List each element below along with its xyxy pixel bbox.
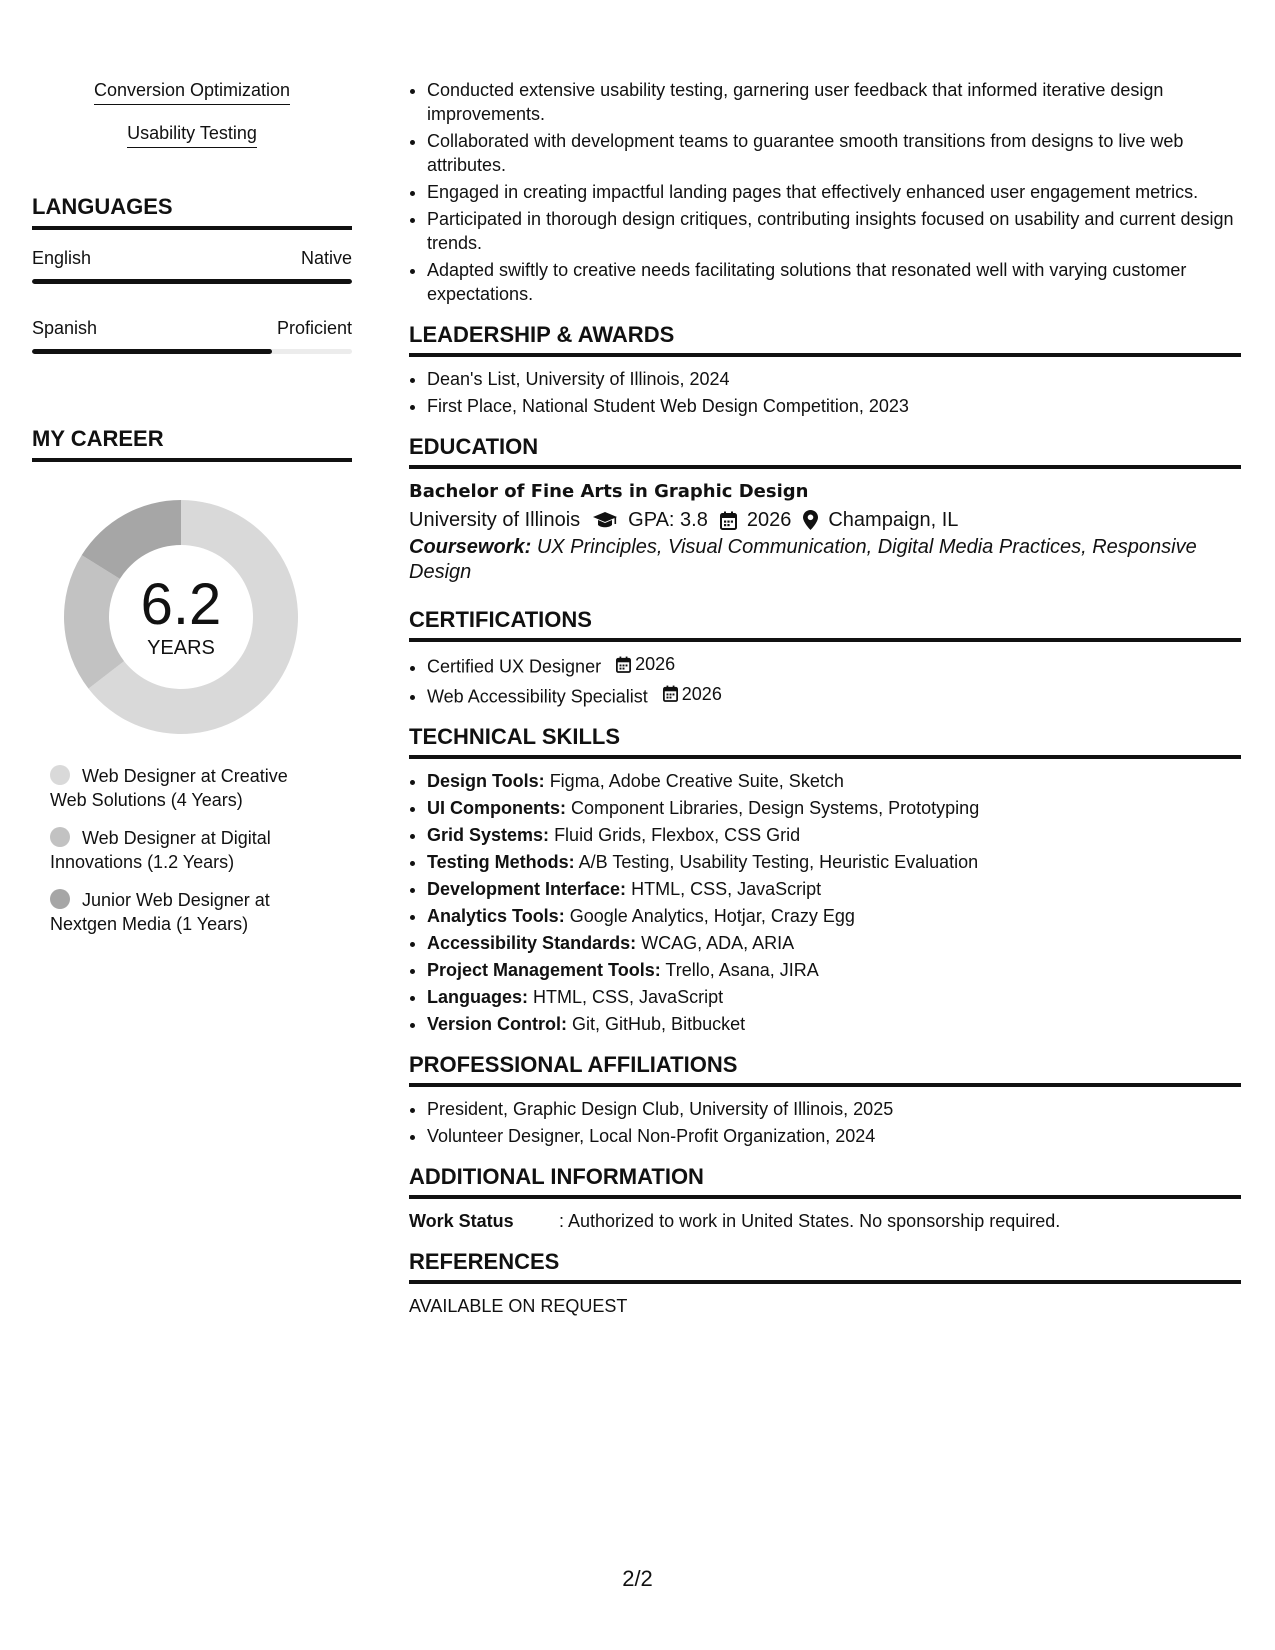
left-column	[32, 80, 352, 950]
list-item: • Adapted swiftly to creative needs facilitating solutions that resonated well with varying customer expectations.	[427, 258, 1241, 306]
skill-label: UI Components:	[427, 798, 566, 818]
skill-label: Languages:	[427, 987, 529, 1007]
skill-item	[427, 877, 1241, 901]
references-text: AVAILABLE ON REQUEST	[409, 1296, 628, 1316]
language-item	[32, 318, 352, 354]
legend-label: Web Designer at Digital Innovations (1.2 Years)	[50, 828, 271, 872]
skill-label: Accessibility Standards:	[427, 933, 637, 953]
legend-dot	[50, 765, 70, 785]
experience-bullets	[409, 78, 1241, 306]
skill-item	[427, 796, 1241, 820]
education-heading: EDUCATION	[409, 434, 1241, 469]
skill-label: Version Control:	[427, 1014, 568, 1034]
language-item	[32, 248, 352, 284]
skill-item	[427, 904, 1241, 928]
language-name: English	[32, 248, 92, 268]
certification-year: 2026	[635, 654, 676, 674]
additional-info-heading: ADDITIONAL INFORMATION	[409, 1164, 1241, 1199]
skill-value: HTML, CSS, JavaScript	[631, 879, 822, 899]
languages-heading: LANGUAGES	[32, 194, 352, 230]
skill-value: Trello, Asana, JIRA	[665, 960, 819, 980]
list-item: • President, Graphic Design Club, University of Illinois, 2025	[427, 1097, 1241, 1121]
work-status-label: Work Status	[409, 1211, 514, 1231]
calendar-icon	[616, 656, 631, 673]
legend-dot	[50, 889, 70, 909]
skill-item	[427, 1012, 1241, 1036]
language-list	[32, 248, 352, 354]
language-proficiency-bar	[32, 349, 352, 354]
skill-value: HTML, CSS, JavaScript	[533, 987, 724, 1007]
legend-item	[50, 764, 310, 812]
work-status-row	[409, 1209, 1241, 1233]
education-meta	[409, 505, 1241, 535]
skill-label: Grid Systems:	[427, 825, 550, 845]
coursework-list: UX Principles, Visual Communication, Digital Media Practices, Responsive Design	[409, 536, 1197, 583]
skill-value: WCAG, ADA, ARIA	[641, 933, 795, 953]
degree-title: Bachelor of Fine Arts in Graphic Design	[409, 481, 809, 502]
skill-item	[427, 823, 1241, 847]
leadership-list	[409, 367, 1241, 418]
page-number: 2/2	[622, 1566, 653, 1591]
career-legend	[50, 764, 310, 936]
graduation-year: 2026	[746, 509, 792, 531]
skill-value: Git, GitHub, Bitbucket	[572, 1014, 746, 1034]
legend-label: Web Designer at Creative Web Solutions (4 Years)	[50, 766, 288, 810]
skill-value: Figma, Adobe Creative Suite, Sketch	[549, 771, 844, 791]
location-pin-icon	[803, 510, 818, 530]
calendar-icon	[663, 685, 678, 702]
career-total-value: 6.2	[140, 571, 222, 637]
coursework-label: Coursework:	[409, 536, 532, 558]
career-donut-chart	[56, 492, 306, 742]
language-proficiency-fill	[32, 349, 272, 354]
legend-dot	[50, 827, 70, 847]
gpa: GPA: 3.8	[628, 509, 708, 531]
donut-center	[56, 492, 306, 742]
career-heading: MY CAREER	[32, 426, 352, 462]
work-status-value: : Authorized to work in United States. No sponsorship required.	[559, 1211, 1061, 1231]
list-item: • First Place, National Student Web Design Competition, 2023	[427, 394, 1241, 418]
skill-value: Component Libraries, Design Systems, Prototyping	[571, 798, 980, 818]
certification-name: Certified UX Designer	[427, 656, 602, 677]
skill-value: Fluid Grids, Flexbox, CSS Grid	[554, 825, 801, 845]
skill-label: Design Tools:	[427, 771, 545, 791]
certifications-heading: CERTIFICATIONS	[409, 607, 1241, 642]
language-level: Proficient	[276, 318, 352, 338]
language-level: Native	[300, 248, 352, 268]
skill-label: Project Management Tools:	[427, 960, 661, 980]
legend-label: Junior Web Designer at Nextgen Media (1 Years)	[50, 890, 270, 934]
skill-item	[427, 769, 1241, 793]
education-entry	[409, 479, 1241, 585]
legend-item	[50, 888, 310, 936]
skill-label: Development Interface:	[427, 879, 627, 899]
language-proficiency-fill	[32, 279, 352, 284]
certification-name: Web Accessibility Specialist	[427, 686, 648, 706]
location: Champaign, IL	[828, 509, 959, 531]
skill-tag: Usability Testing	[127, 123, 257, 148]
leadership-heading: LEADERSHIP & AWARDS	[409, 322, 1241, 357]
list-item: • Volunteer Designer, Local Non-Profit Organization, 2024	[427, 1124, 1241, 1148]
skill-item	[427, 931, 1241, 955]
school-name: University of Illinois	[409, 509, 581, 531]
list-item	[427, 682, 1241, 709]
legend-item	[50, 826, 310, 874]
list-item: • Engaged in creating impactful landing pages that effectively enhanced user engagement metrics.	[427, 180, 1241, 204]
affiliations-list	[409, 1097, 1241, 1148]
certification-year: 2026	[681, 683, 722, 704]
calendar-icon	[720, 511, 737, 530]
skill-item	[427, 958, 1241, 982]
coursework	[409, 535, 1241, 585]
right-column	[409, 78, 1241, 1318]
skill-value: A/B Testing, Usability Testing, Heuristic Evaluation	[578, 852, 979, 872]
certifications-list	[409, 652, 1241, 708]
graduation-cap-icon	[592, 511, 618, 529]
references-heading: REFERENCES	[409, 1249, 1241, 1284]
skill-value: Google Analytics, Hotjar, Crazy Egg	[569, 906, 855, 926]
skill-item	[427, 850, 1241, 874]
list-item	[427, 652, 1241, 679]
language-proficiency-bar	[32, 279, 352, 284]
affiliations-heading: PROFESSIONAL AFFILIATIONS	[409, 1052, 1241, 1087]
technical-skills-list	[409, 769, 1241, 1036]
language-name: Spanish	[32, 318, 98, 338]
skill-tag: Conversion Optimization	[94, 80, 290, 105]
list-item: • Conducted extensive usability testing, garnering user feedback that informed iterative design improvements.	[427, 78, 1241, 126]
technical-skills-heading: TECHNICAL SKILLS	[409, 724, 1241, 759]
career-total-unit: YEARS	[147, 636, 215, 659]
list-item: • Dean's List, University of Illinois, 2024	[427, 367, 1241, 391]
list-item: • Collaborated with development teams to guarantee smooth transitions from designs to live web attributes.	[427, 129, 1241, 177]
list-item: • Participated in thorough design critiques, contributing insights focused on usability and current design trends.	[427, 207, 1241, 255]
skill-label: Testing Methods:	[427, 852, 575, 872]
skill-label: Analytics Tools:	[427, 906, 565, 926]
skill-item	[427, 985, 1241, 1009]
